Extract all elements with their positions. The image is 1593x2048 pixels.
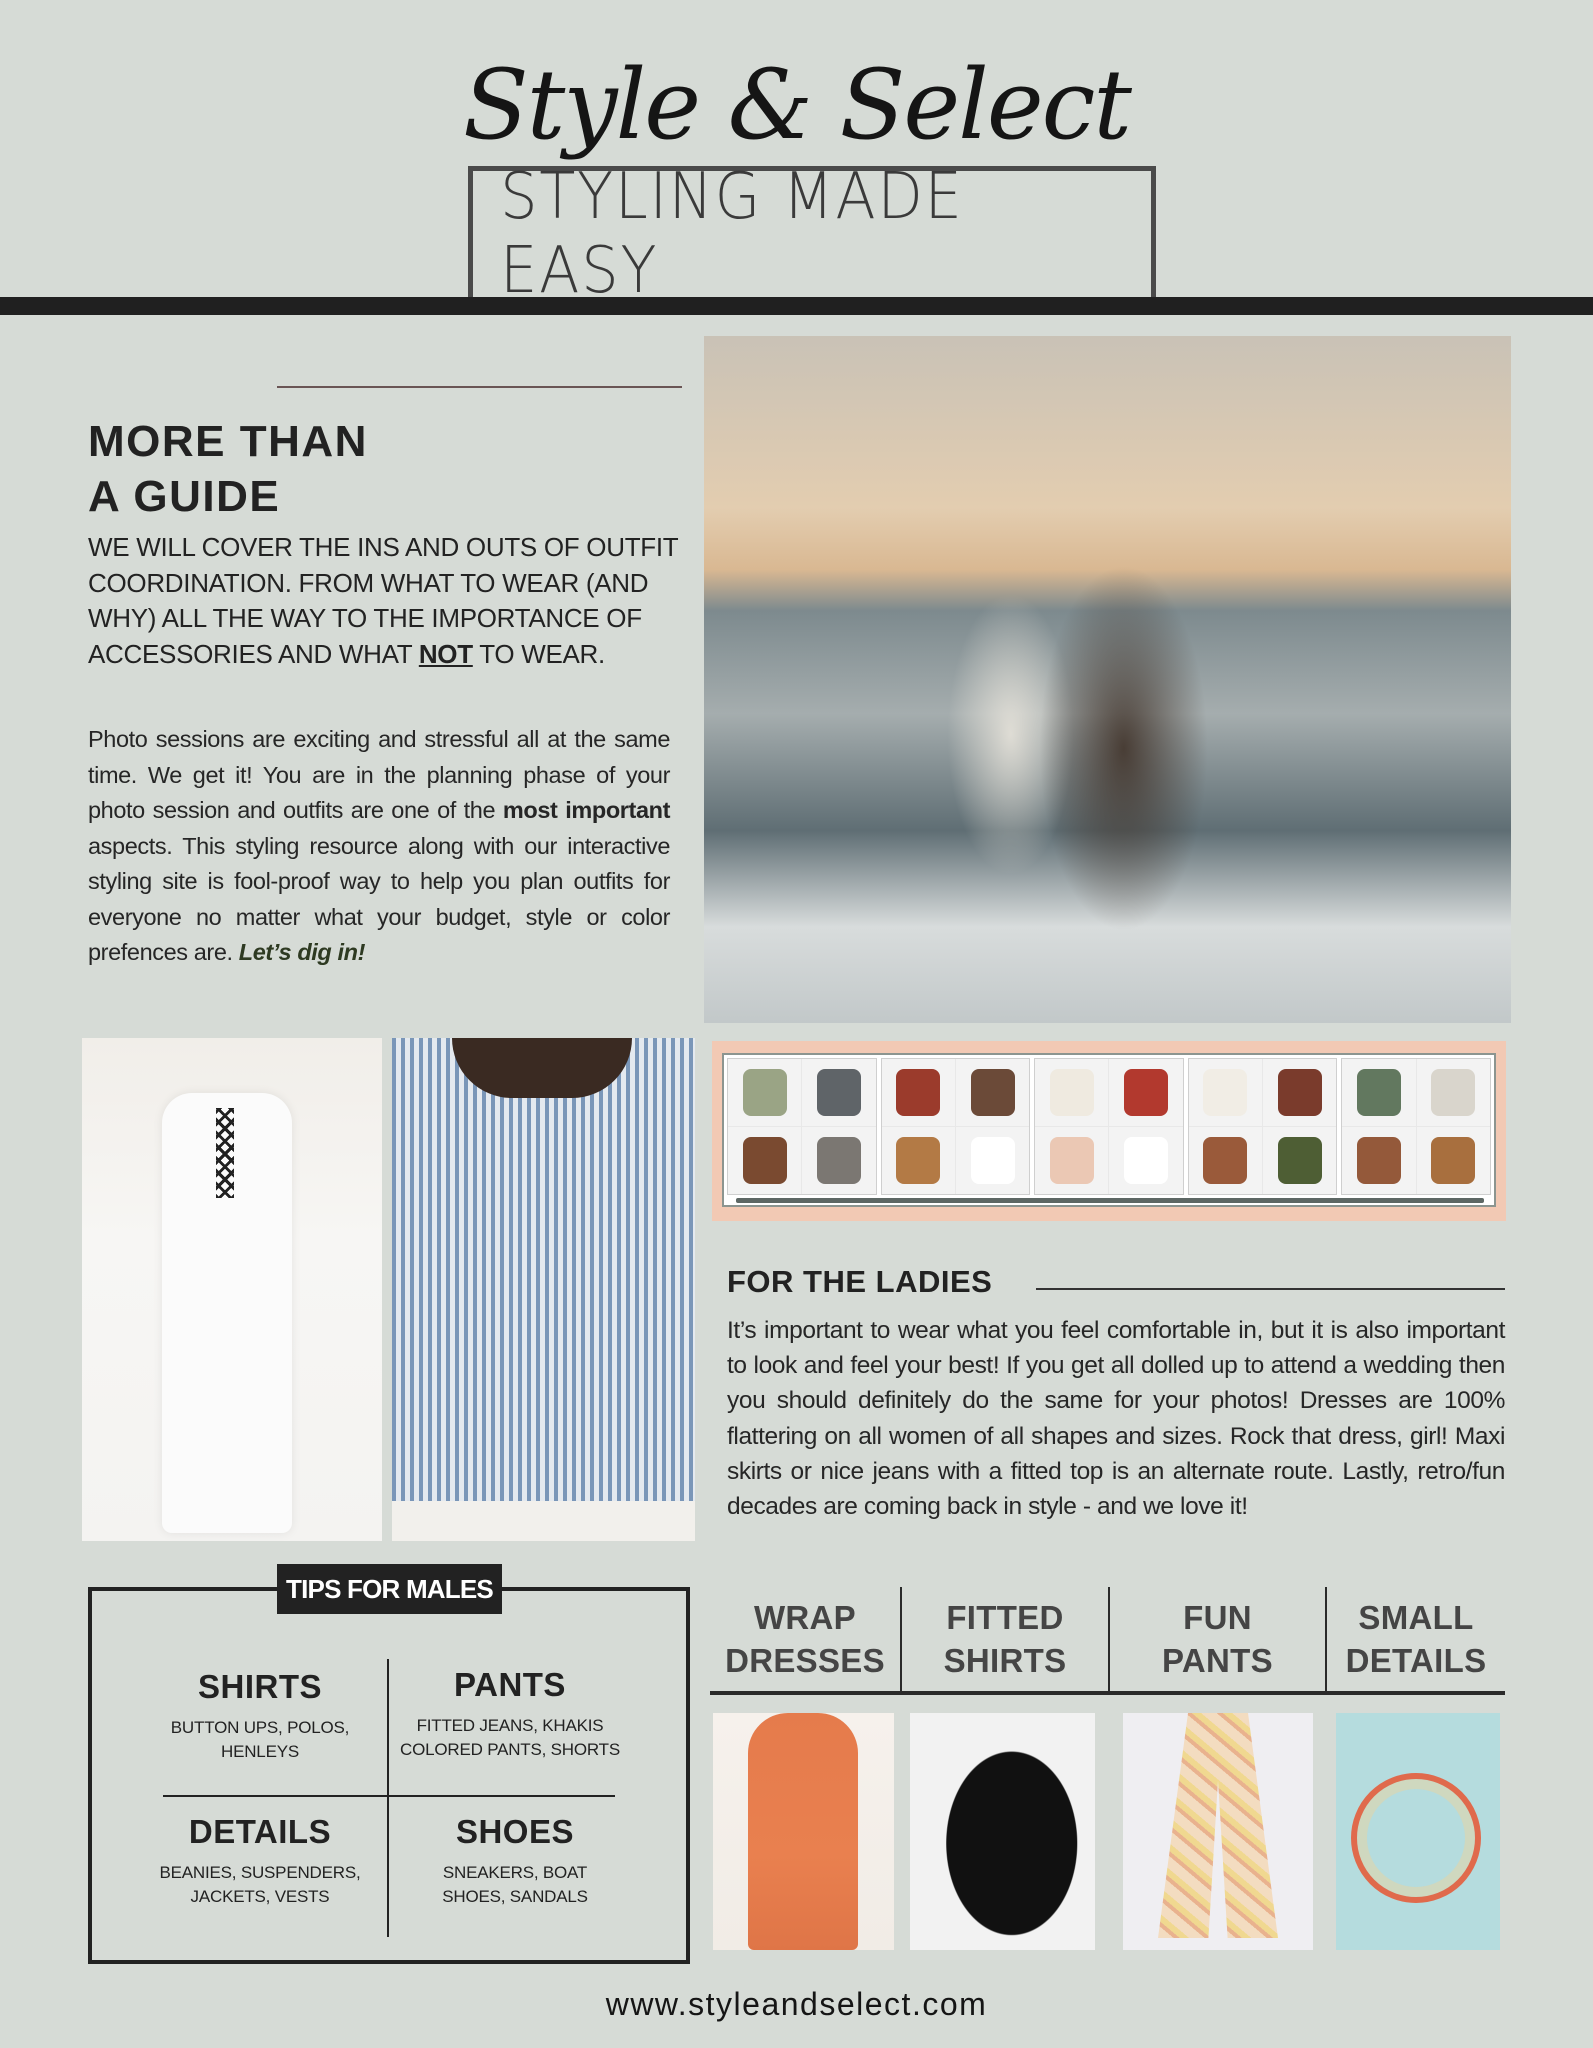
- tip-title: PANTS: [454, 1666, 566, 1703]
- thumb-brown-kids-sandals[interactable]: [1417, 1127, 1490, 1194]
- category-line1: FITTED: [946, 1599, 1064, 1636]
- tip-desc-line2: SHOES, SANDALS: [442, 1887, 588, 1906]
- tips-for-males-label: TIPS FOR MALES: [277, 1564, 502, 1614]
- top-figure: [910, 1713, 1095, 1950]
- intro-body: [88, 722, 670, 971]
- tip-desc-line1: BEANIES, SUSPENDERS,: [159, 1863, 361, 1882]
- intro-body-bold: most important: [502, 797, 670, 823]
- dress-embroidery: [216, 1108, 234, 1198]
- shirt-collar: [452, 1038, 632, 1098]
- intro-heading-line1: MORE THAN: [88, 417, 368, 466]
- horizontal-scrollbar[interactable]: [736, 1198, 1484, 1203]
- outfit-group-4[interactable]: [1188, 1058, 1338, 1195]
- website-url[interactable]: www.styleandselect.com: [605, 1986, 988, 2022]
- pants-figure: [1158, 1713, 1278, 1938]
- tip-shoes: [395, 1813, 635, 1909]
- tip-pants: [390, 1666, 630, 1762]
- tip-title: DETAILS: [188, 1813, 332, 1850]
- intro-body-tail: aspects. This styling resource along with our interactive styling site is fool-proof way to help you plan outfits for everyone no matter what your budget, style or color prefences are.: [88, 832, 670, 965]
- intro-subheading-emphasis: NOT: [418, 638, 473, 669]
- black-fitted-top-photo: [910, 1713, 1095, 1950]
- category-line2: SHIRTS: [943, 1642, 1067, 1679]
- category-fitted-shirts: [900, 1587, 1108, 1691]
- bracelet-figure: [1351, 1773, 1481, 1903]
- thumb-gray-shorts[interactable]: [802, 1059, 875, 1126]
- white-maxi-dress-photo: [82, 1038, 382, 1541]
- ladies-rule: [1036, 1288, 1505, 1290]
- tip-desc-line2: JACKETS, VESTS: [190, 1887, 330, 1906]
- ladies-heading: FOR THE LADIES: [727, 1264, 993, 1299]
- intro-rule: [277, 386, 682, 388]
- intro-heading-line2: A GUIDE: [88, 472, 281, 521]
- outfit-group-2[interactable]: [881, 1058, 1031, 1195]
- tips-horizontal-divider: [163, 1795, 615, 1797]
- category-small-details: [1325, 1587, 1505, 1691]
- tip-desc: [395, 1861, 635, 1909]
- category-line2: DRESSES: [725, 1642, 885, 1679]
- tip-shirts: [140, 1668, 380, 1764]
- category-label: [944, 1596, 1067, 1682]
- category-label: [725, 1596, 885, 1682]
- thumb-empty: [1109, 1127, 1182, 1194]
- tip-desc-line2: COLORED PANTS, SHORTS: [400, 1740, 620, 1759]
- thumb-fringe-ankle-boots[interactable]: [882, 1127, 955, 1194]
- tip-title: SHOES: [455, 1813, 575, 1850]
- tip-desc: [140, 1716, 380, 1764]
- thumb-leather-bracelet[interactable]: [728, 1127, 801, 1194]
- category-line1: SMALL: [1358, 1599, 1474, 1636]
- thumb-pink-sandals[interactable]: [1035, 1127, 1108, 1194]
- thumb-empty: [956, 1127, 1029, 1194]
- intro-body-text: Photo sessions are exciting and stressful all at the same time. We get it! You are in the planning phase of your photo session and outfits are one of the: [88, 726, 670, 823]
- tip-title: SHIRTS: [197, 1668, 322, 1705]
- tip-desc-line1: BUTTON UPS, POLOS,: [170, 1718, 350, 1737]
- intro-subheading: [88, 530, 678, 672]
- thumb-patterned-skirt[interactable]: [1263, 1059, 1336, 1126]
- thumb-white-cami-top[interactable]: [1189, 1059, 1262, 1126]
- hero-family-beach-photo: [704, 336, 1511, 1023]
- outfit-group-1[interactable]: [727, 1058, 877, 1195]
- dress-figure: [748, 1713, 858, 1950]
- tip-desc-line1: FITTED JEANS, KHAKIS: [416, 1716, 604, 1735]
- intro-cta: Let’s dig in!: [238, 939, 365, 965]
- outfit-group-3[interactable]: [1034, 1058, 1184, 1195]
- category-header-row: [710, 1587, 1505, 1695]
- tip-details: [140, 1813, 380, 1909]
- beaded-bracelets-photo: [1336, 1713, 1500, 1950]
- intro-subheading-text: WE WILL COVER THE INS AND OUTS OF OUTFIT COORDINATION. FROM WHAT TO WEAR (AND WHY) ALL THE WAY TO THE IMPORTANCE OF ACCESSORIES AND WHAT: [88, 532, 678, 669]
- category-fun-pants: [1108, 1587, 1325, 1691]
- category-line2: PANTS: [1162, 1642, 1273, 1679]
- thumb-rust-maxi-dress[interactable]: [882, 1059, 955, 1126]
- thumb-green-hair-bow[interactable]: [1263, 1127, 1336, 1194]
- tagline-box: [468, 160, 1156, 308]
- category-line1: WRAP: [753, 1599, 856, 1636]
- category-wrap-dresses: [710, 1587, 900, 1691]
- thumbnail-scroll-area[interactable]: [722, 1053, 1496, 1207]
- category-label: [1346, 1596, 1487, 1682]
- thumb-rust-hair-bow[interactable]: [1109, 1059, 1182, 1126]
- thumb-green-henley-tee[interactable]: [728, 1059, 801, 1126]
- paisley-flare-pants-photo: [1123, 1713, 1313, 1950]
- thumb-brown-gladiator-sandals[interactable]: [1189, 1127, 1262, 1194]
- tip-desc-line2: HENLEYS: [221, 1742, 299, 1761]
- tip-desc-line1: SNEAKERS, BOAT: [442, 1863, 588, 1882]
- tagline: STYLING MADE EASY: [500, 160, 964, 308]
- tip-desc: [390, 1714, 630, 1762]
- thumb-gray-sneakers[interactable]: [802, 1127, 875, 1194]
- tip-desc: [140, 1861, 380, 1909]
- thumb-leather-suspenders[interactable]: [1342, 1127, 1415, 1194]
- outfit-group-5[interactable]: [1341, 1058, 1491, 1195]
- ladies-body: It’s important to wear what you feel comfortable in, but it is also important to look and feel your best! If you get all dolled up to attend a wedding then you should definitely do the same for your photos! Dresses are 100% flattering on all women of all shapes and sizes. Rock that dress, girl! Maxi skirts or nice jeans with a fitted top is an alternate route. Lastly, retro/fun decades are coming back in style - and we love it!: [727, 1317, 1505, 1521]
- orange-wrap-dress-photo: [713, 1713, 894, 1950]
- category-line1: FUN: [1183, 1599, 1252, 1636]
- intro-heading: [88, 414, 608, 524]
- brand-script-logo: Style & Select: [462, 49, 1130, 161]
- intro-subheading-tail: TO WEAR.: [472, 638, 605, 669]
- thumb-embroidered-white-dress[interactable]: [1035, 1059, 1108, 1126]
- category-label: [1162, 1596, 1273, 1682]
- striped-shirt-photo: [392, 1038, 695, 1541]
- outfit-thumbnail-strip: [712, 1041, 1506, 1221]
- category-line2: DETAILS: [1345, 1642, 1487, 1679]
- tips-vertical-divider: [387, 1659, 389, 1937]
- thumb-striped-shorts[interactable]: [1417, 1059, 1490, 1126]
- thumb-green-kids-tee[interactable]: [1342, 1059, 1415, 1126]
- shirt-hem: [392, 1501, 695, 1541]
- thumb-brown-floppy-hat[interactable]: [956, 1059, 1029, 1126]
